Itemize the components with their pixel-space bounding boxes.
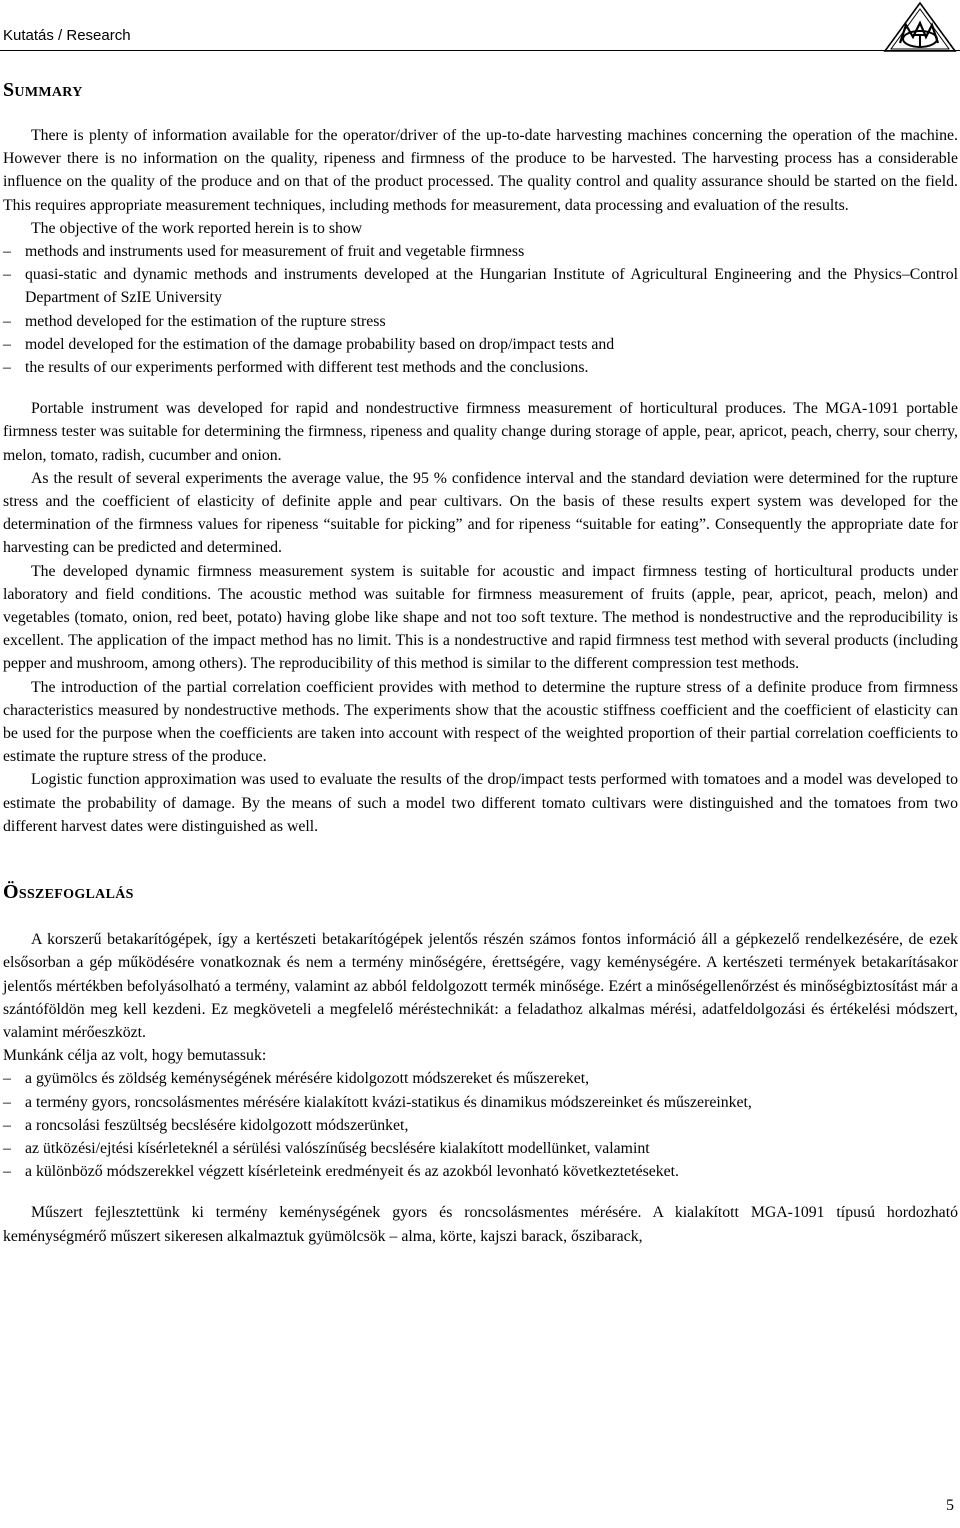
osszefoglalas-paragraph: A korszerű betakarítógépek, így a kertészeti betakarítógépek jelentős részén számos fontos információ áll a gépkezelő rendelkezésére, de ezek elsősorban a gép működésére vonatkoznak és nem a termény minőségére, érettségére, vagy keménységére. A kertészeti termények betakarításakor jelentős mértékben befolyásolható a termény, valamint az abból feldolgozott termék minősége. Ezért a minőségellenőrzést és minőségbiztosítást már a szántóföldön meg kell kezdeni. Ez megköveteli a megfelelő méréstechnikát: a feladathoz alkalmas mérési, adatfeldolgozási és értékelési módszert, valamint mérőeszközt.: [3, 931, 958, 1041]
list-item: – the results of our experiments performed with different test methods and the conclusions.: [3, 356, 958, 379]
list-marker: –: [3, 266, 11, 284]
summary-list: [3, 240, 958, 379]
osszefoglalas-heading: Összefoglalás: [3, 881, 134, 904]
summary-paragraph: The introduction of the partial correlation coefficient provides with method to determine the rupture stress of a definite produce from firmness characteristics measured by nondestructive methods. The experiments show that the acoustic stiffness coefficient and the coefficient of elasticity can be used for the purpose when the coefficients are taken into account with respect of the weighted proportion of their partial correlation coefficients to estimate the rupture stress of the produce.: [3, 678, 958, 766]
article-body: [3, 76, 958, 1248]
list-item: – a roncsolási feszültség becslésére kidolgozott módszerünket,: [3, 1114, 958, 1137]
list-marker: –: [3, 359, 11, 377]
list-marker: –: [3, 243, 11, 261]
list-marker: –: [3, 1116, 11, 1134]
list-marker: –: [3, 1093, 11, 1111]
list-item: – methods and instruments used for measurement of fruit and vegetable firmness: [3, 240, 958, 263]
list-marker: –: [3, 335, 11, 353]
list-item: – a gyümölcs és zöldség keménységének mérésére kidolgozott módszereket és műszereket,: [3, 1067, 958, 1090]
osszefoglalas-list: [3, 1067, 958, 1183]
list-marker: –: [3, 1163, 11, 1181]
summary-paragraph: Portable instrument was developed for rapid and nondestructive firmness measurement of horticultural produces. The MGA-1091 portable firmness tester was suitable for determining the firmness, ripeness and quality change during storage of apple, pear, apricot, peach, cherry, sour cherry, melon, tomato, radish, cucumber and onion.: [3, 400, 958, 464]
list-item: – a különböző módszerekkel végzett kísérleteink eredményeit és az azokból levonható következtetéseket.: [3, 1160, 958, 1183]
list-marker: –: [3, 312, 11, 330]
list-item: – az ütközési/ejtési kísérleteknél a sérülési valószínűség becslésére kialakított modellünket, valamint: [3, 1137, 958, 1160]
section-label: Kutatás / Research: [3, 27, 131, 44]
summary-heading: Summary: [3, 79, 83, 101]
summary-paragraph: There is plenty of information available for the operator/driver of the up-to-date harvesting machines concerning the operation of the machine. However there is no information on the quality, ripeness and firmness of the produce to be harvested. The harvesting process has a considerable influence on the quality of the produce and on that of the product processed. The quality control and quality assurance should be started on the field. This requires appropriate measurement techniques, including methods for measurement, data processing and evaluation of the results.: [3, 127, 958, 214]
summary-paragraph: Logistic function approximation was used to evaluate the results of the drop/impact tests performed with tomatoes and a model was developed to estimate the probability of damage. By the means of such a model two different tomato cultivars were distinguished and the tomatoes from two different harvest dates were distinguished as well.: [3, 771, 958, 835]
list-item: – a termény gyors, roncsolásmentes mérésére kialakított kvázi-statikus és dinamikus módszereinket és műszereinket,: [3, 1091, 958, 1114]
list-item: – model developed for the estimation of the damage probability based on drop/impact tests and: [3, 333, 958, 356]
journal-logo-icon: [882, 1, 958, 53]
osszefoglalas-paragraph: Műszert fejlesztettünk ki termény keménységének gyors és roncsolásmentes mérésére. A kialakított MGA-1091 típusú hordozható keménységmérő műszert sikeresen alkalmaztuk gyümölcsök – alma, körte, kajszi barack, őszibarack,: [3, 1204, 958, 1245]
list-marker: –: [3, 1070, 11, 1088]
summary-paragraph: As the result of several experiments the average value, the 95 % confidence interval and the standard deviation were determined for the rupture stress and the coefficient of elasticity of definite apple and pear cultivars. On the basis of these results expert system was developed for the determination of the firmness values for ripeness “suitable for picking” and for ripeness “suitable for eating”. Consequently the appropriate date for harvesting can be predicted and determined.: [3, 469, 958, 557]
list-item: – method developed for the estimation of the rupture stress: [3, 310, 958, 333]
summary-paragraph: The developed dynamic firmness measurement system is suitable for acoustic and impact firmness testing of horticultural products under laboratory and field conditions. The acoustic method was suitable for firmness measurement of fruits (apple, pear, apricot, peach, melon) and vegetables (tomato, onion, red beet, potato) having globe like shape and not too soft texture. The method is nondestructive and the reproducibility is excellent. The application of the impact method has no limit. This is a nondestructive and rapid firmness test method with several products (including pepper and mushroom, among others). The reproducibility of this method is similar to the different compression test methods.: [3, 562, 958, 673]
page-header: [0, 0, 960, 52]
osszefoglalas-paragraph: Munkánk célja az volt, hogy bemutassuk:: [3, 1047, 267, 1065]
summary-paragraph: The objective of the work reported herein is to show: [31, 219, 363, 237]
page-number: 5: [946, 1497, 954, 1514]
header-rule: [0, 50, 960, 51]
list-item: – quasi-static and dynamic methods and instruments developed at the Hungarian Institute of Agricultural Engineering and the Physics–Control Department of SzIE University: [3, 263, 958, 309]
list-marker: –: [3, 1139, 11, 1157]
